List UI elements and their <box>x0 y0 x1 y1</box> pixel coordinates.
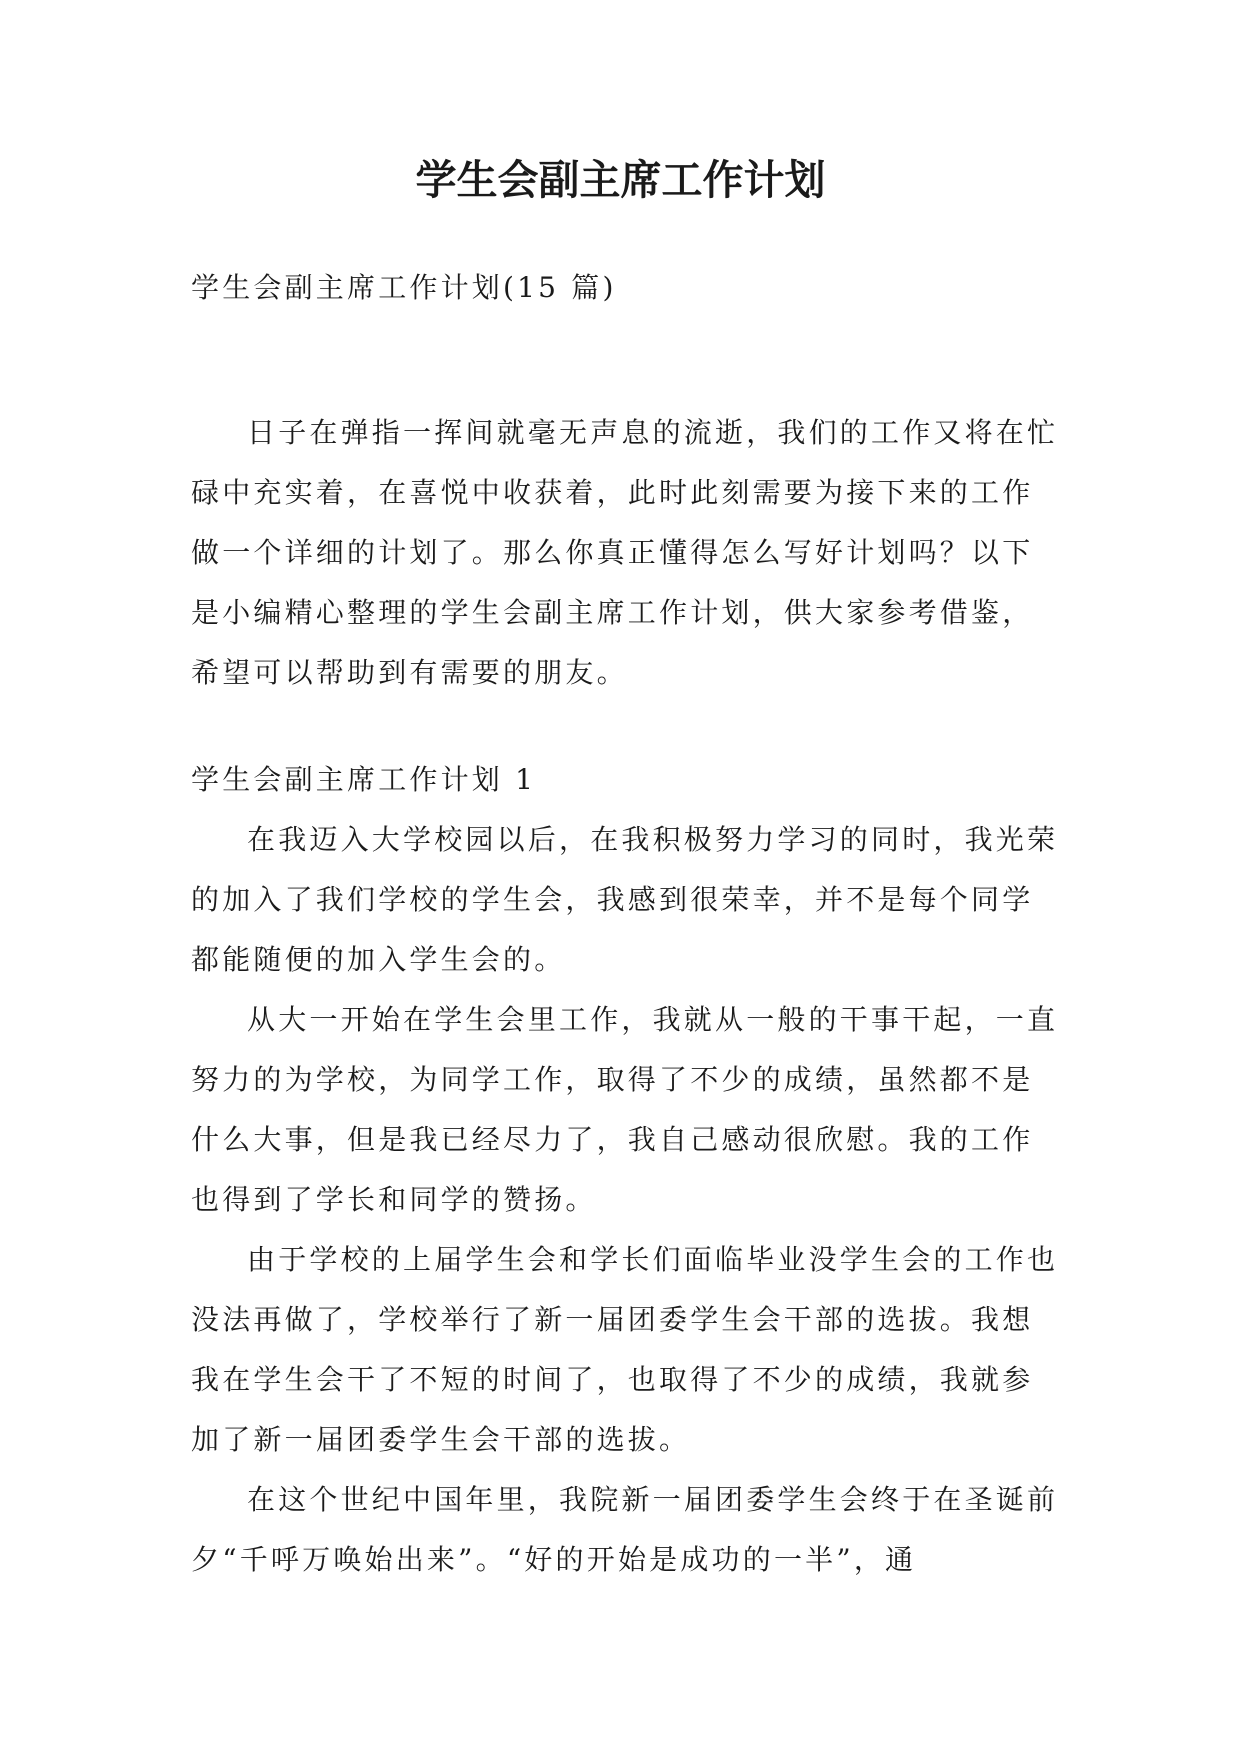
intro-paragraph: 日子在弹指一挥间就毫无声息的流逝，我们的工作又将在忙碌中充实着，在喜悦中收获着，此时此刻需要为接下来的工作做一个详细的计划了。那么你真正懂得怎么写好计划吗？以下是小编精心整理的学生会副主席工作计划，供大家参考借鉴，希望可以帮助到有需要的朋友。 <box>191 416 1059 689</box>
document-subtitle: 学生会副主席工作计划(15 篇) <box>191 271 617 304</box>
section-body <box>191 810 1061 1590</box>
body-paragraph: 从大一开始在学生会里工作，我就从一般的干事干起，一直努力的为学校，为同学工作，取得了不少的成绩，虽然都不是什么大事，但是我已经尽力了，我自己感动很欣慰。我的工作也得到了学长和同学的赞扬。 <box>191 1003 1059 1216</box>
body-paragraph: 在我迈入大学校园以后，在我积极努力学习的同时，我光荣的加入了我们学校的学生会，我感到很荣幸，并不是每个同学都能随便的加入学生会的。 <box>191 823 1059 976</box>
body-paragraph: 由于学校的上届学生会和学长们面临毕业没学生会的工作也没法再做了，学校举行了新一届团委学生会干部的选拔。我想我在学生会干了不短的时间了，也取得了不少的成绩，我就参加了新一届团委学生会干部的选拔。 <box>191 1243 1059 1456</box>
section-heading: 学生会副主席工作计划 1 <box>191 763 537 796</box>
body-paragraph: 在这个世纪中国年里，我院新一届团委学生会终于在圣诞前夕“千呼万唤始出来”。“好的开始是成功的一半”，通 <box>191 1483 1059 1576</box>
document-title: 学生会副主席工作计划 <box>415 156 826 204</box>
intro-section <box>191 403 1061 703</box>
